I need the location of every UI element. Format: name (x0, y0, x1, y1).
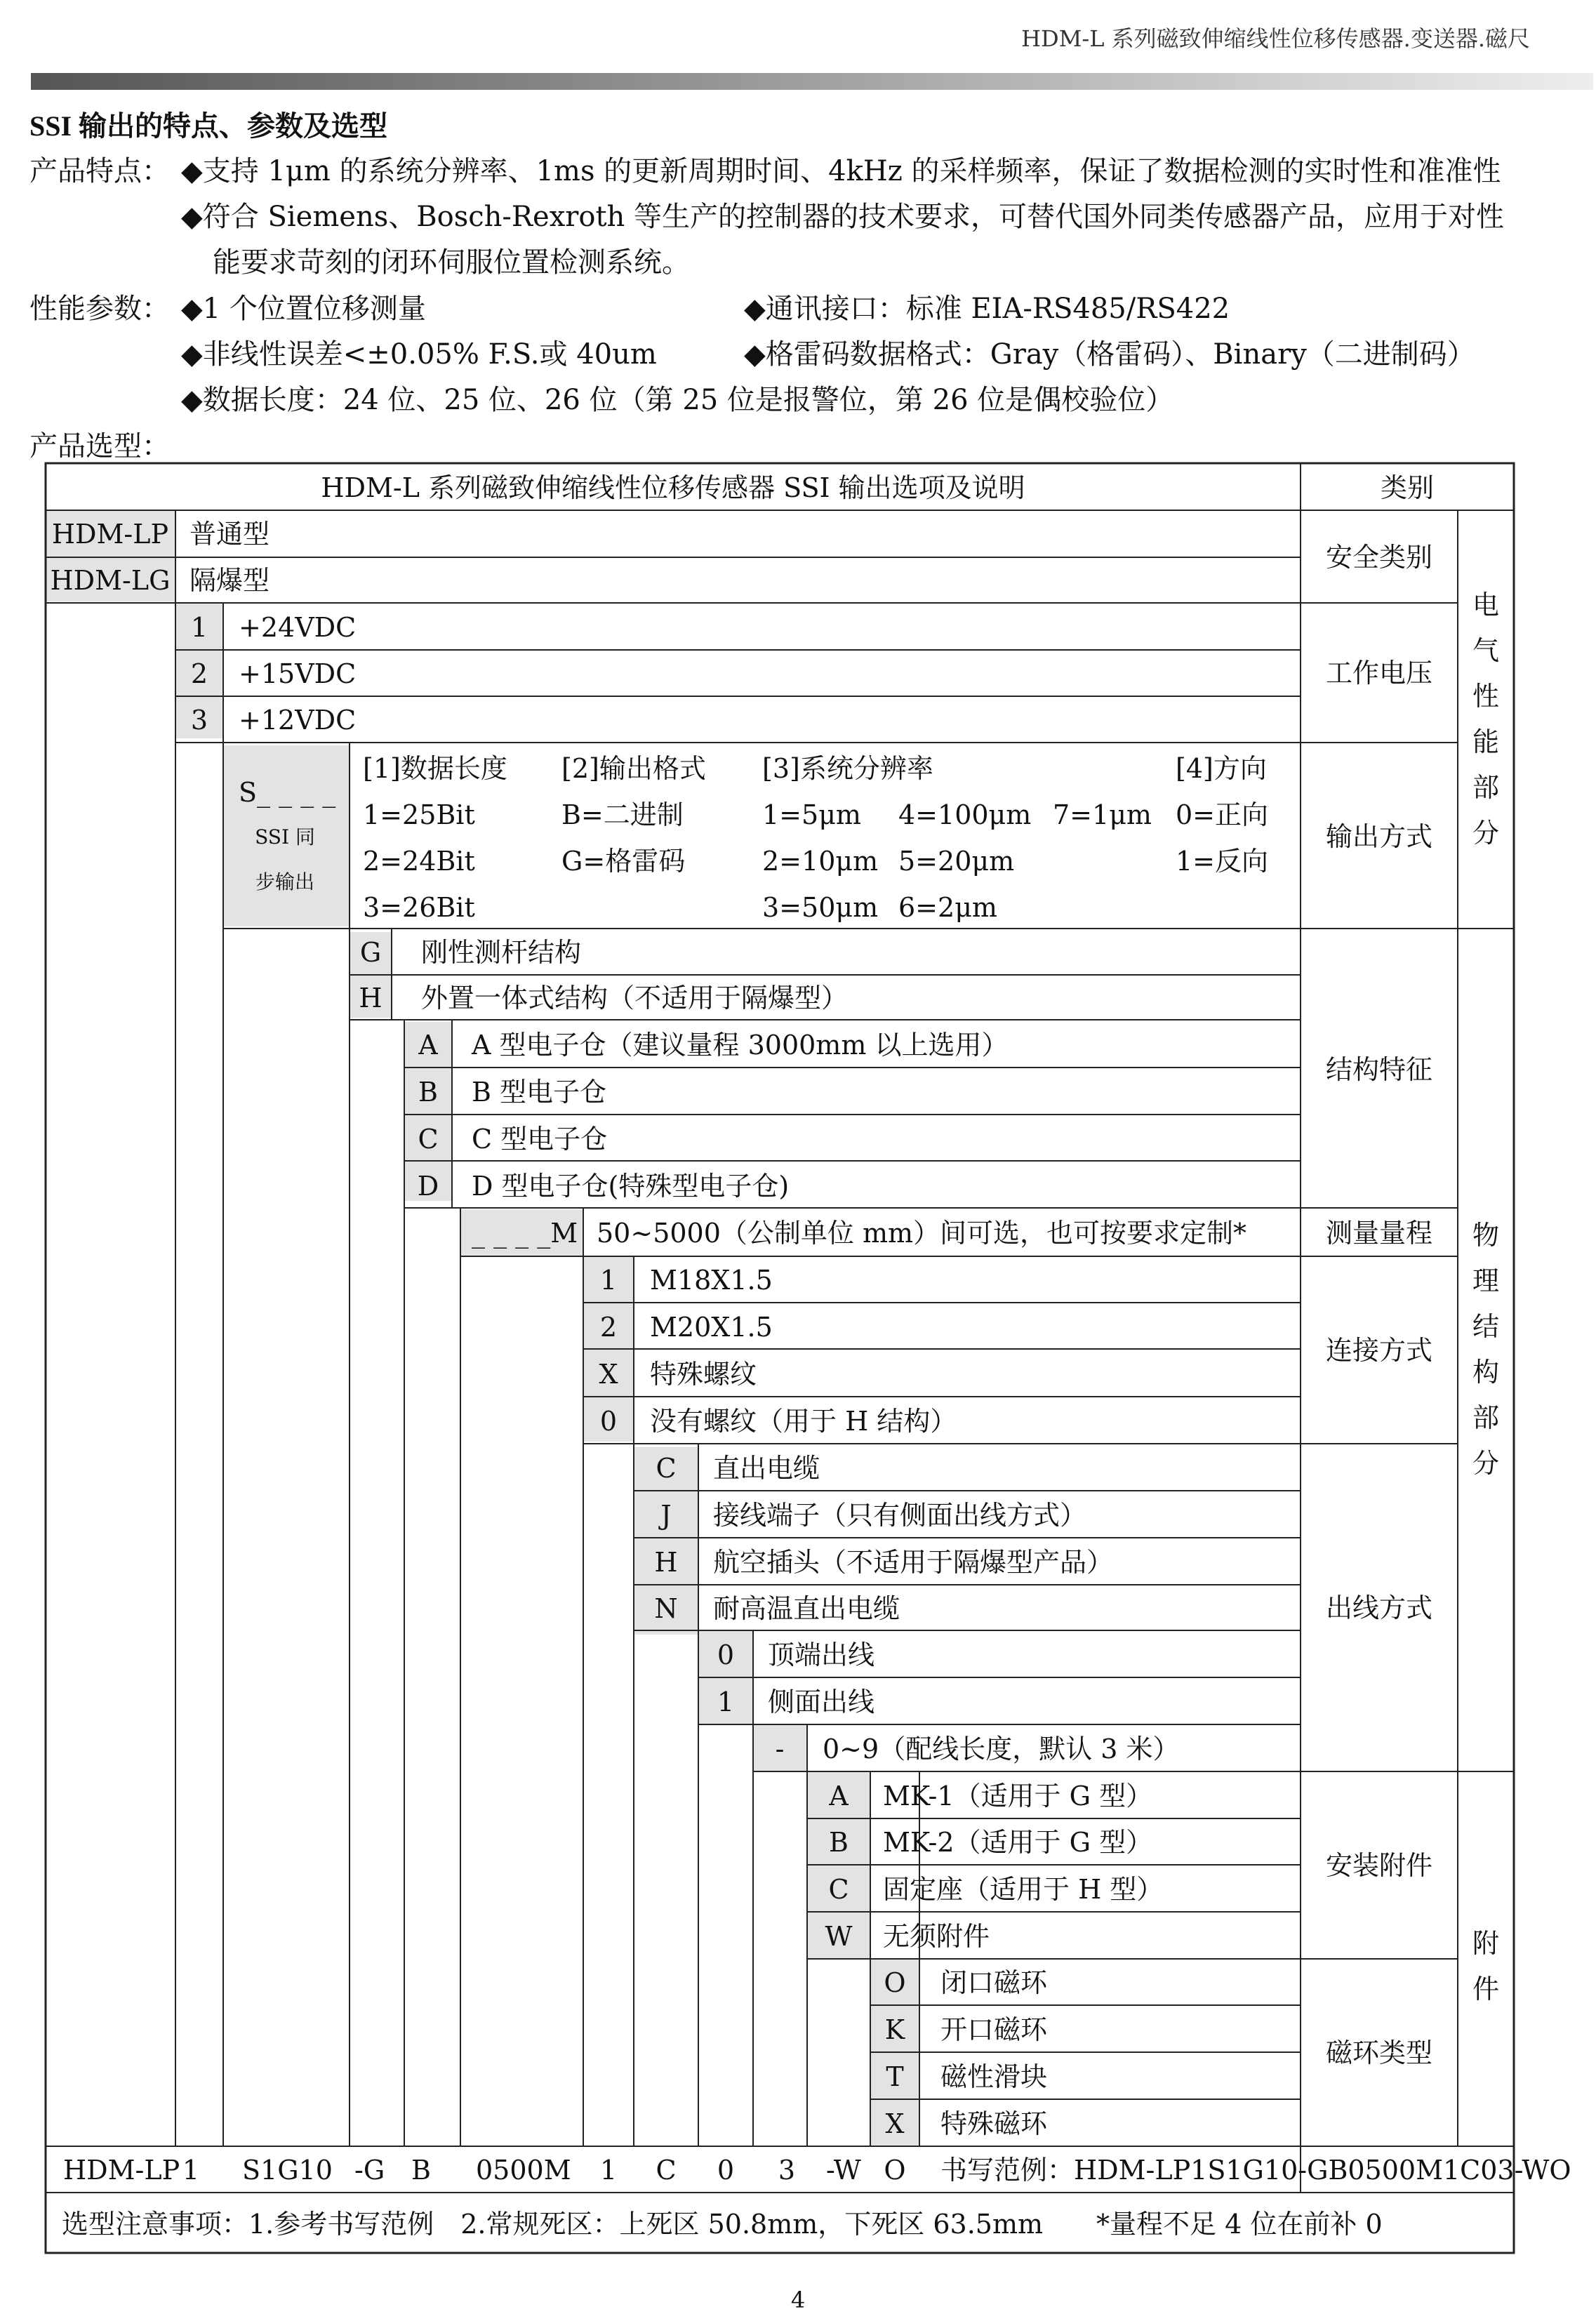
param-item: ◆非线性误差<±0.05% F.S.或 40um (181, 338, 657, 371)
example-part: 0500M (476, 2155, 571, 2186)
table-title: HDM-L 系列磁致伸缩线性位移传感器 SSI 输出选项及说明 (321, 472, 1025, 503)
row-code: 1 (190, 612, 208, 643)
row-desc: MK-1（适用于 G 型） (883, 1781, 1153, 1811)
row-desc: 顶端出线 (768, 1640, 875, 1670)
ssi-sub: SSI 同 (255, 825, 315, 849)
svg-text:附: 附 (1472, 1928, 1500, 1959)
section-title: SSI 输出的特点、参数及选型 (29, 110, 388, 142)
row-code: A (418, 1030, 438, 1060)
row-code: 2 (190, 658, 208, 689)
row-code: G (359, 937, 382, 968)
selection-note: 选型注意事项：1.参考书写范例 2.常规死区：上死区 50.8mm，下死区 63.5mm *量程不足 4 位在前补 0 (62, 2209, 1383, 2240)
row-desc: +15VDC (239, 658, 357, 689)
row-desc: 接线端子（只有侧面出线方式） (713, 1500, 1087, 1531)
svg-text:分: 分 (1472, 1448, 1500, 1479)
example-part: C (656, 2155, 677, 2186)
feature-item: ◆符合 Siemens、Bosch-Rexroth 等生产的控制器的技术要求，可替代国外同类传感器产品，应用于对性 (181, 201, 1505, 233)
row-code: B (829, 1827, 849, 1858)
ssi-sub: 步输出 (255, 870, 315, 893)
example-part: O (884, 2155, 906, 2186)
param-item: ◆1 个位置位移测量 (181, 293, 426, 325)
example-part: 1 (599, 2155, 618, 2186)
row-desc: A 型电子仓（建议量程 3000mm 以上选用） (472, 1030, 1009, 1060)
row-desc: +24VDC (239, 612, 357, 643)
example-part: 0 (717, 2155, 735, 2186)
group-electrical (1472, 590, 1499, 849)
row-desc: 直出电缆 (713, 1453, 820, 1484)
ssi-opt: 2=10μm (762, 846, 879, 877)
svg-text:结: 结 (1472, 1311, 1500, 1342)
category-structure: 结构特征 (1325, 1054, 1433, 1085)
ssi-code: S_ _ _ _ (239, 777, 336, 808)
svg-text:部: 部 (1472, 1402, 1500, 1433)
row-desc: 刚性测杆结构 (421, 937, 582, 968)
row-code: W (825, 1921, 853, 1952)
row-code: 3 (190, 705, 208, 736)
ssi-opt: 1=25Bit (363, 799, 475, 830)
row-desc: 无须附件 (883, 1921, 990, 1952)
page-number: 4 (790, 2287, 806, 2313)
row-code: D (417, 1171, 439, 1202)
example-part: S1G10 (242, 2155, 333, 2186)
example-part: -W (826, 2155, 861, 2186)
svg-text:构: 构 (1472, 1357, 1500, 1388)
feature-item: 能要求苛刻的闭环伺服位置检测系统。 (213, 246, 690, 279)
row-desc: M18X1.5 (650, 1265, 773, 1296)
row-code: 2 (599, 1312, 618, 1343)
group-electrical-char: 电 (1472, 590, 1500, 620)
ssi-opt: 3=26Bit (363, 892, 475, 923)
row-code: H (359, 983, 383, 1013)
ssi-header: [4]方向 (1176, 753, 1267, 784)
ssi-opt: 4=100μm (898, 799, 1032, 830)
example-part: -G (354, 2155, 385, 2186)
row-code: 0 (717, 1640, 735, 1670)
row-desc: 普通型 (189, 519, 270, 550)
row-code: C (418, 1124, 439, 1155)
row-code: B (418, 1077, 438, 1108)
group-accessory (1472, 1928, 1499, 2004)
row-desc: B 型电子仓 (472, 1077, 607, 1108)
params-label: 性能参数： (29, 293, 170, 325)
svg-text:部: 部 (1472, 772, 1500, 803)
ssi-opt: 3=50μm (762, 892, 879, 923)
svg-text:分: 分 (1472, 818, 1500, 849)
row-desc: 耐高温直出电缆 (713, 1593, 900, 1624)
param-item: ◆数据长度：24 位、25 位、26 位（第 25 位是报警位，第 26 位是偶校验位） (181, 384, 1174, 416)
row-desc: 磁性滑块 (940, 2061, 1048, 2092)
row-code: J (660, 1500, 672, 1531)
row-desc: C 型电子仓 (472, 1124, 608, 1155)
ssi-opt: 5=20μm (898, 846, 1015, 877)
row-code: 0 (599, 1406, 618, 1437)
param-item: ◆格雷码数据格式：Gray（格雷码）、Binary（二进制码） (744, 338, 1475, 371)
feature-item: ◆支持 1μm 的系统分辨率、1ms 的更新周期时间、4kHz 的采样频率，保证了数据检测的实时性和准准性 (181, 155, 1501, 187)
svg-text:能: 能 (1472, 726, 1500, 757)
row-desc: 没有螺纹（用于 H 结构） (650, 1406, 957, 1437)
row-desc: 固定座（适用于 H 型） (883, 1874, 1164, 1905)
row-desc: MK-2（适用于 G 型） (883, 1827, 1153, 1858)
example-part: HDM-LP (63, 2155, 180, 2186)
row-code: C (656, 1453, 677, 1484)
row-desc: 侧面出线 (768, 1687, 875, 1717)
example-part: 3 (778, 2155, 796, 2186)
row-desc: D 型电子仓(特殊型电子仓) (472, 1171, 790, 1202)
row-code: X (885, 2108, 905, 2139)
row-code: HDM-LP (51, 519, 169, 550)
param-item: ◆通讯接口：标准 EIA-RS485/RS422 (744, 293, 1230, 325)
row-code: 1 (599, 1265, 618, 1296)
row-code: 1 (717, 1687, 735, 1717)
row-code: N (654, 1593, 678, 1624)
row-desc: 50~5000（公制单位 mm）间可选，也可按要求定制* (597, 1218, 1247, 1249)
row-code: H (654, 1547, 678, 1578)
selection-label: 产品选型： (29, 430, 170, 463)
ssi-header: [2]输出格式 (561, 753, 706, 784)
ssi-opt: 7=1μm (1053, 799, 1152, 830)
category-header: 类别 (1380, 472, 1435, 503)
features-label: 产品特点： (29, 155, 170, 187)
ssi-opt: G=格雷码 (561, 846, 686, 877)
row-desc: 0~9（配线长度，默认 3 米） (823, 1734, 1180, 1764)
svg-text:件: 件 (1472, 1974, 1500, 2004)
row-code: X (599, 1359, 618, 1390)
row-desc: 特殊螺纹 (650, 1359, 757, 1390)
row-code: T (886, 2061, 904, 2092)
svg-text:理: 理 (1472, 1265, 1500, 1296)
category-output: 输出方式 (1325, 821, 1433, 852)
category-voltage: 工作电压 (1325, 658, 1433, 689)
row-desc: 特殊磁环 (940, 2108, 1048, 2139)
svg-text:物: 物 (1472, 1220, 1500, 1251)
row-code: HDM-LG (50, 565, 171, 596)
row-desc: 闭口磁环 (940, 1967, 1048, 1998)
row-code: O (884, 1967, 906, 1998)
row-desc: +12VDC (239, 705, 357, 736)
row-code: _ _ _ _M (472, 1218, 578, 1249)
ssi-opt: 2=24Bit (363, 846, 475, 877)
row-desc: 开口磁环 (940, 2014, 1048, 2045)
category-mount: 安装附件 (1325, 1850, 1433, 1881)
ssi-opt: 1=5μm (762, 799, 861, 830)
example-part: 1 (182, 2155, 200, 2186)
row-desc: 隔爆型 (189, 565, 270, 596)
ssi-opt: 6=2μm (898, 892, 997, 923)
group-physical (1472, 1220, 1499, 1479)
category-magnet: 磁环类型 (1325, 2037, 1433, 2068)
category-range: 测量量程 (1325, 1218, 1433, 1249)
ssi-opt: 0=正向 (1176, 799, 1269, 830)
example-part: B (411, 2155, 431, 2186)
row-desc: 航空插头（不适用于隔爆型产品） (713, 1547, 1114, 1578)
row-desc: M20X1.5 (650, 1312, 773, 1343)
category-safety: 安全类别 (1325, 542, 1433, 573)
page-header: HDM-L 系列磁致伸缩线性位移传感器.变送器.磁尺 (1021, 25, 1530, 52)
ssi-header: [1]数据长度 (363, 753, 507, 784)
row-code: K (884, 2014, 905, 2045)
example-text: 书写范例：HDM-LP1S1G10-GB0500M1C03-WO (940, 2155, 1571, 2186)
category-cable: 出线方式 (1325, 1592, 1433, 1623)
row-code: - (775, 1734, 785, 1764)
category-connection: 连接方式 (1325, 1335, 1433, 1366)
row-code: C (828, 1874, 849, 1905)
ssi-opt: B=二进制 (561, 799, 684, 830)
row-desc: 外置一体式结构（不适用于隔爆型） (421, 983, 849, 1013)
row-code: A (829, 1781, 849, 1811)
ssi-header: [3]系统分辨率 (762, 753, 933, 784)
svg-text:气: 气 (1472, 635, 1500, 666)
ssi-opt: 1=反向 (1176, 846, 1269, 877)
svg-text:性: 性 (1472, 681, 1500, 712)
